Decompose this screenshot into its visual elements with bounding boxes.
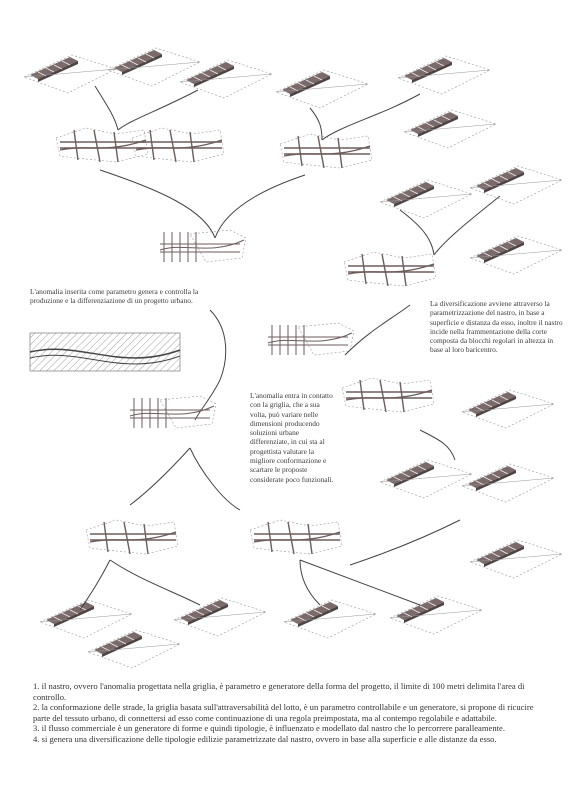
building-strip xyxy=(174,598,266,636)
footer-item: 3. il flusso commerciale è un generatore di forme e quindi tipologie, è influenzato e modellato dal nastro che lo percorrere paralleamente. xyxy=(33,723,505,734)
building-strip xyxy=(284,600,376,638)
building-strip xyxy=(470,540,562,578)
footer-legend xyxy=(33,681,548,745)
building-strip xyxy=(462,464,554,502)
building-strip xyxy=(380,180,472,218)
grid-arrows-diagram xyxy=(160,230,246,262)
street-plan xyxy=(344,252,436,286)
note-anomaly-parameter: L'anomalia inserita come parametro genera e controlla la produzione e la differenziazione di un progetto urbano. xyxy=(30,287,199,306)
top-right-group xyxy=(276,56,496,168)
note-grid-contact: L'anomalia entra in contatto con la griglia, che a sua volta, può variare nelle dimensioni producendo soluzioni urbane differenziate, in cui sta al progettista valutare la migliore conformazione e scartare le proposte considerate poco funzionali. xyxy=(250,391,334,484)
building-strip xyxy=(390,596,482,634)
grid-arrows-diagram xyxy=(268,323,354,355)
building-strip xyxy=(398,56,490,94)
top-left-group xyxy=(24,48,272,162)
street-plan xyxy=(132,128,224,162)
footer-item: 2. la conformazione delle strade, la griglia basata sull'attraversabilità del lotto, è un parametro controllabile e un generatore, si propone di ricucire parte del tessuto urbano, di connettersi ad esso come continuazione di una regola preimpostata, ma al contempo regolabile e adattabile. xyxy=(33,702,534,723)
building-strip xyxy=(108,48,200,86)
street-plan xyxy=(280,134,372,168)
building-strip xyxy=(462,390,554,428)
street-plan xyxy=(250,520,342,554)
building-strip xyxy=(88,630,180,668)
building-strip xyxy=(24,55,116,93)
building-strip xyxy=(40,600,132,638)
footer-item: 1. il nastro, ovvero l'anomalia progettata nella griglia, è parametro e generatore della forma del progetto, il limite di 100 metri delimita l'area di controllo. xyxy=(33,681,525,702)
footer-item: 4. si genera una diversificazione delle tipologie edilizie parametrizzate dal nastro, ovvero in base alla superficie e alle distanze da esso. xyxy=(33,733,497,744)
building-strip xyxy=(470,236,562,274)
street-plan xyxy=(86,520,178,554)
building-strip xyxy=(404,110,496,148)
street-plan xyxy=(342,378,434,412)
street-plan xyxy=(56,128,148,162)
building-strip xyxy=(380,460,472,498)
building-strip xyxy=(470,166,562,204)
ribbon-diagram xyxy=(30,333,180,371)
note-diversification: La diversificazione avviene attraverso la parametrizzazione del nastro, in base a superficie e distanza da esso, inoltre il nastro incide nella frammentazione della corte composta da blocchi regolari in altezza in base al loro baricentro. xyxy=(430,299,563,355)
grid-arrows-diagram xyxy=(130,396,216,428)
building-strip xyxy=(276,70,368,108)
